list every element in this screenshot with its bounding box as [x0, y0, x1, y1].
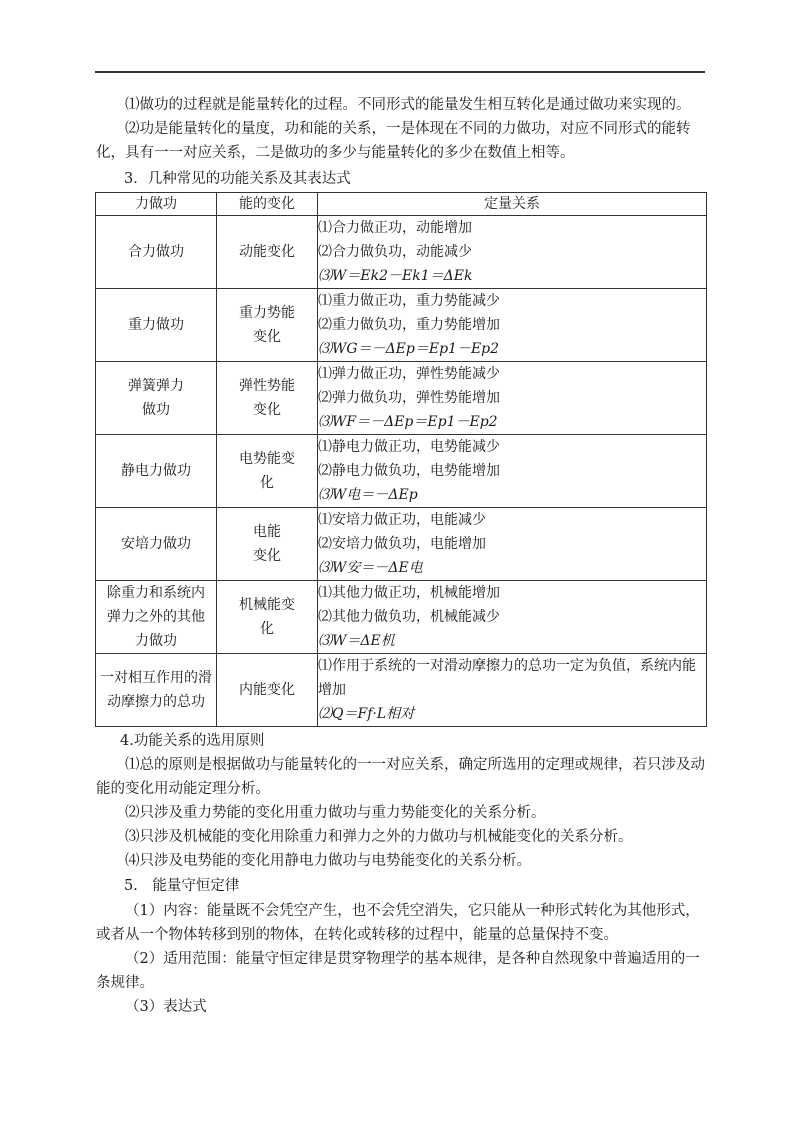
section-4-item: ⑵只涉及重力势能的变化用重力做功与重力势能变化的关系分析。 [125, 805, 546, 821]
relation-line: ⑴弹力做正功，弹性势能减少 [318, 366, 500, 382]
table-row [96, 508, 707, 581]
force-cell: 合力做功 [96, 216, 217, 289]
relation-formula: ⑶W＝ΔE机 [318, 633, 395, 649]
relation-cell [318, 289, 707, 362]
table-row [96, 216, 707, 289]
section-5-content: （1）内容：能量既不会凭空产生，也不会凭空消失，它只能从一种形式转化为其他形式，或者从一个物体转移到别的物体，在转化或转移的过程中，能量的总量保持不变。 [96, 903, 700, 943]
relation-formula: ⑶WG＝－ΔEp＝Ep1－Ep2 [318, 341, 500, 357]
relation-line: ⑴作用于系统的一对滑动摩擦力的总功一定为负值，系统内能增加 [318, 658, 696, 698]
relation-formula: ⑶W安＝－ΔE电 [318, 560, 423, 576]
section-4-item: ⑷只涉及电势能的变化用静电力做功与电势能变化的关系分析。 [125, 853, 531, 869]
section-5-scope: （2）适用范围：能量守恒定律是贯穿物理学的基本规律，是各种自然现象中普遍适用的一条规律。 [96, 951, 700, 991]
energy-cell: 内能变化 [217, 654, 318, 727]
section-3-title: 3．几种常见的功能关系及其表达式 [124, 171, 351, 187]
relation-line: ⑵安培力做负功，电能增加 [318, 536, 486, 552]
relation-cell [318, 216, 707, 289]
section-4-item: ⑶只涉及机械能的变化用除重力和弹力之外的力做功与机械能变化的关系分析。 [125, 829, 633, 845]
relation-line: ⑴安培力做正功，电能减少 [318, 512, 486, 528]
relation-line: ⑴重力做正功，重力势能减少 [318, 293, 500, 309]
relation-formula: ⑵Q＝Ff·L相对 [318, 706, 415, 722]
header-force-work: 力做功 [96, 193, 217, 216]
header-quantitative-relation: 定量关系 [318, 193, 707, 216]
relation-line: ⑵弹力做负功，弹性势能增加 [318, 390, 500, 406]
relation-line: ⑴其他力做正功，机械能增加 [318, 585, 500, 601]
relation-cell [318, 362, 707, 435]
energy-cell: 机械能变化 [217, 581, 318, 654]
relation-line: ⑴合力做正功，动能增加 [318, 220, 472, 236]
table-row [96, 362, 707, 435]
energy-cell: 电能变化 [217, 508, 318, 581]
relation-cell [318, 581, 707, 654]
header-energy-change: 能的变化 [217, 193, 318, 216]
relation-cell [318, 435, 707, 508]
force-cell: 弹簧弹力做功 [96, 362, 217, 435]
section-4-title: 4.功能关系的选用原则 [120, 733, 265, 749]
relation-formula: ⑶W电＝－ΔEp [318, 487, 418, 503]
relation-cell [318, 654, 707, 727]
force-cell: 静电力做功 [96, 435, 217, 508]
paragraph-work-measure: ⑵功是能量转化的量度，功和能的关系，一是体现在不同的力做功，对应不同形式的能转化，具有一一对应关系，二是做功的多少与能量转化的多少在数值上相等。 [96, 121, 691, 161]
table-header-row [96, 193, 707, 216]
force-cell: 重力做功 [96, 289, 217, 362]
table-row [96, 289, 707, 362]
relation-line: ⑵合力做负功，动能减少 [318, 244, 472, 260]
relation-cell [318, 508, 707, 581]
energy-cell: 弹性势能变化 [217, 362, 318, 435]
force-cell: 除重力和系统内弹力之外的其他力做功 [96, 581, 217, 654]
table-row [96, 581, 707, 654]
relation-line: ⑴静电力做正功，电势能减少 [318, 439, 500, 455]
energy-cell: 重力势能变化 [217, 289, 318, 362]
energy-cell: 动能变化 [217, 216, 318, 289]
header-rule [95, 71, 705, 73]
relation-line: ⑵其他力做负功，机械能减少 [318, 609, 500, 625]
energy-cell: 电势能变化 [217, 435, 318, 508]
table-row [96, 435, 707, 508]
paragraph-work-process: ⑴做功的过程就是能量转化的过程。不同形式的能量发生相互转化是通过做功来实现的。 [125, 97, 691, 113]
relation-line: ⑵重力做负功，重力势能增加 [318, 317, 500, 333]
force-cell: 安培力做功 [96, 508, 217, 581]
section-4-item: ⑴总的原则是根据做功与能量转化的一一对应关系，确定所选用的定理或规律，若只涉及动能的变化用动能定理分析。 [96, 757, 705, 797]
relation-formula: ⑶WF＝－ΔEp＝Ep1－Ep2 [318, 414, 498, 430]
table-row [96, 654, 707, 727]
relation-formula: ⑶W＝Ek2－Ek1＝ΔEk [318, 268, 473, 284]
section-5-title: 5. 能量守恒定律 [124, 878, 240, 894]
relation-line: ⑵静电力做负功，电势能增加 [318, 463, 500, 479]
section-5-expression: （3）表达式 [125, 999, 207, 1015]
force-cell: 一对相互作用的滑动摩擦力的总功 [96, 654, 217, 727]
function-relation-table [95, 192, 707, 727]
